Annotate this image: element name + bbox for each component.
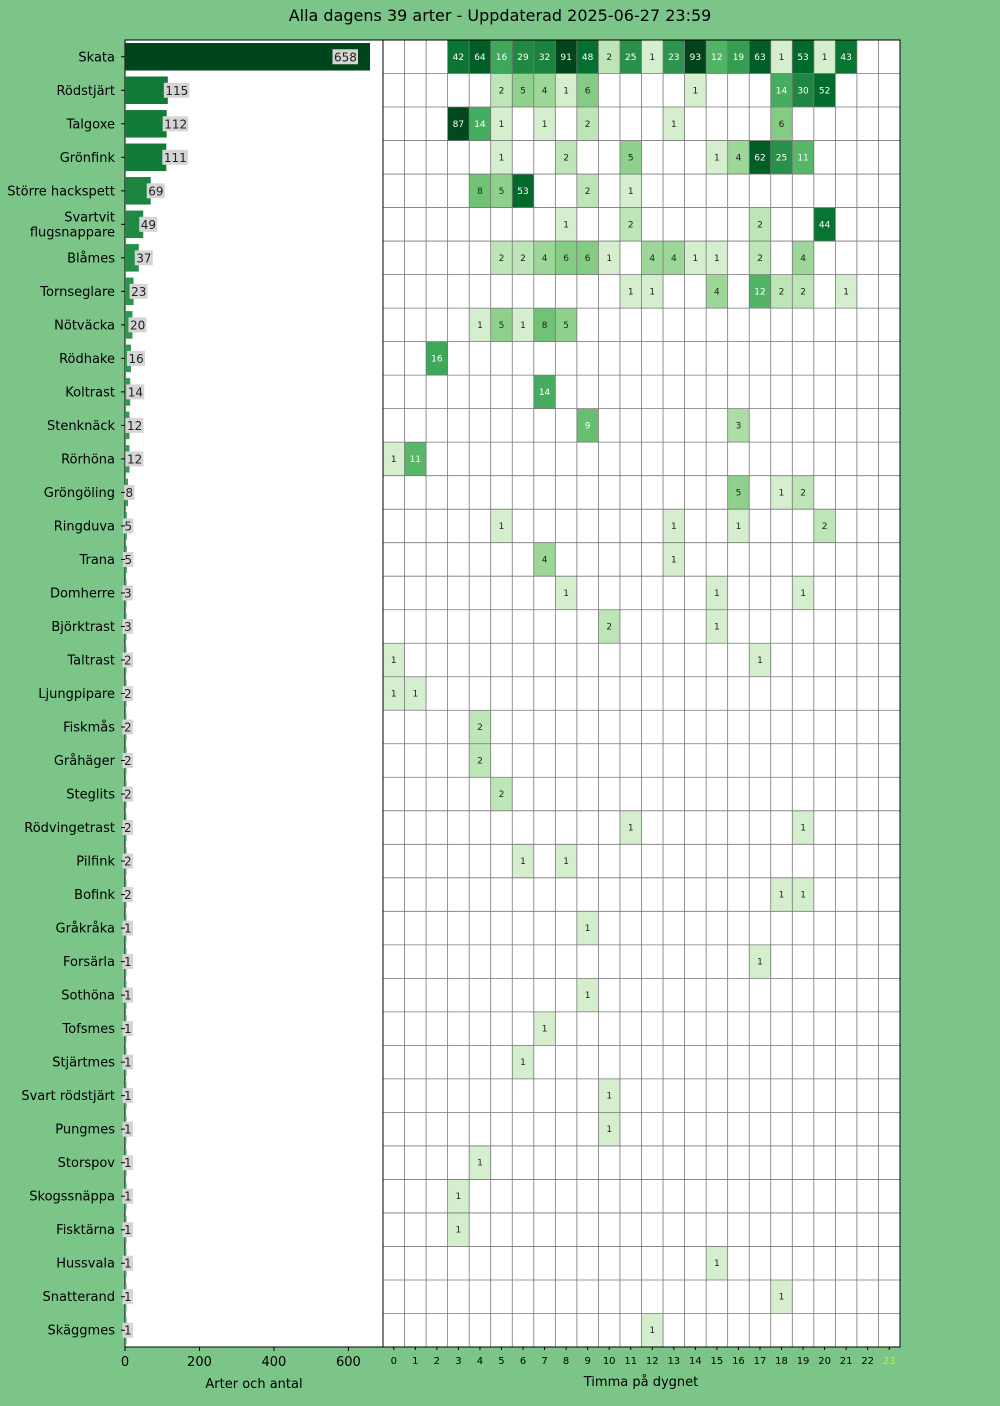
hour-label: 8 <box>562 1356 570 1367</box>
heatmap-cell-value: 1 <box>778 1292 785 1303</box>
heatmap-cell-value: 1 <box>455 1192 462 1203</box>
species-label: Skogssnäppa <box>29 1189 115 1205</box>
hour-label: 17 <box>753 1356 767 1367</box>
bar-value-label: 1 <box>124 921 132 936</box>
chart-title: Alla dagens 39 arter - Uppdaterad 2025-06-27 23:59 <box>288 6 712 25</box>
heatmap-cell-value: 12 <box>711 52 723 63</box>
hour-label: 11 <box>624 1356 638 1367</box>
heatmap-cell-value: 1 <box>563 588 569 599</box>
bar-value-label: 37 <box>136 251 152 266</box>
species-label: Nötväcka <box>54 318 115 334</box>
heatmap-cell-value: 53 <box>797 52 809 63</box>
hour-label: 2 <box>433 1356 441 1367</box>
heatmap-cell-value: 1 <box>800 890 806 901</box>
hour-label: 19 <box>796 1356 810 1367</box>
heatmap-cell-value: 2 <box>520 253 526 264</box>
species-label: Forsärla <box>63 955 115 971</box>
heatmap-cell-value: 1 <box>714 1259 720 1270</box>
bar-value-label: 2 <box>124 888 132 903</box>
bar-value-label: 8 <box>125 485 134 500</box>
heatmap-cell-value: 2 <box>606 52 613 63</box>
hour-label: 15 <box>710 1356 724 1367</box>
hour-label: 13 <box>667 1356 681 1367</box>
heatmap-cell-value: 19 <box>732 52 745 63</box>
species-label: Hussvala <box>56 1256 115 1272</box>
hour-label: 10 <box>602 1356 616 1367</box>
heatmap-cell-value: 3 <box>735 421 742 432</box>
heatmap-cell-value: 2 <box>800 488 806 499</box>
heatmap-cell-value: 29 <box>517 52 529 63</box>
bar-value-label: 3 <box>124 619 132 634</box>
bar-axis-tick-label: 400 <box>261 1355 287 1370</box>
heatmap-cell-value: 25 <box>625 52 637 63</box>
bar-value-label: 1 <box>124 1022 132 1037</box>
heatmap-layer <box>383 40 900 1367</box>
species-label: Svart rödstjärt <box>21 1089 115 1105</box>
heatmap-cell-value: 1 <box>714 253 720 264</box>
heatmap-cell-value: 1 <box>541 1024 548 1035</box>
bar-value-label: 1 <box>124 1323 132 1338</box>
hour-label: 1 <box>412 1356 419 1367</box>
heatmap-cell-value: 1 <box>563 857 569 868</box>
species-label: Pungmes <box>55 1122 115 1138</box>
heatmap-cell-value: 5 <box>498 320 505 331</box>
heatmap-cell-value: 1 <box>627 823 634 834</box>
bar-value-label: 112 <box>164 117 188 132</box>
heatmap-cell-value: 1 <box>627 186 634 197</box>
bar-value-label: 2 <box>124 821 132 836</box>
bar-axis-label: Arter och antal <box>205 1377 303 1392</box>
bar <box>125 77 168 105</box>
species-label: Björktrast <box>51 619 115 635</box>
hour-label: 3 <box>455 1356 462 1367</box>
heatmap-cell-value: 32 <box>538 52 551 63</box>
heatmap-cell-value: 91 <box>560 52 572 63</box>
heatmap-cell-value: 1 <box>778 488 785 499</box>
species-label: Skäggmes <box>47 1323 115 1339</box>
bar-axis-tick-label: 0 <box>120 1355 130 1370</box>
heatmap-cell-value: 1 <box>649 52 656 63</box>
heatmap-cell-value: 4 <box>800 253 806 264</box>
heatmap-cell-value: 1 <box>520 1058 526 1069</box>
heatmap-cell-value: 1 <box>757 957 763 968</box>
species-label: Rödvingetrast <box>24 821 115 837</box>
heatmap-cell-value: 2 <box>498 253 505 264</box>
bar-value-label: 1 <box>124 1290 132 1305</box>
heatmap-cell-value: 63 <box>754 52 766 63</box>
bar-value-label: 1 <box>124 1256 132 1271</box>
heatmap-cell-value: 1 <box>735 521 742 532</box>
hour-label: 16 <box>732 1356 745 1367</box>
bar-value-label: 2 <box>124 720 132 735</box>
heatmap-cell-value: 1 <box>390 655 397 666</box>
bar-value-label: 2 <box>124 653 132 668</box>
bar-value-label: 5 <box>124 552 133 567</box>
heatmap-cell-value: 1 <box>649 1326 656 1337</box>
heatmap-cell-value: 1 <box>498 119 505 130</box>
species-label: Stenknäck <box>47 418 115 434</box>
heatmap-cell-value: 64 <box>474 52 486 63</box>
heatmap-cell-value: 2 <box>584 186 591 197</box>
hour-label: 4 <box>476 1356 484 1367</box>
heatmap-cell-value: 1 <box>821 52 828 63</box>
bar-value-label: 12 <box>126 452 143 467</box>
bar-value-label: 23 <box>131 284 147 299</box>
heatmap-cell-value: 11 <box>797 153 809 164</box>
heatmap-cell-value: 8 <box>477 186 483 197</box>
heatmap-cell-value: 1 <box>714 588 720 599</box>
heatmap-cell-value: 4 <box>735 153 742 164</box>
species-label: Snatterand <box>42 1290 115 1306</box>
heatmap-cell-value: 12 <box>754 287 766 298</box>
species-label: Skata <box>78 50 115 66</box>
hour-label: 18 <box>775 1356 788 1367</box>
heatmap-cell-value: 1 <box>778 890 785 901</box>
heatmap-cell-value: 1 <box>606 1091 613 1102</box>
species-label: Svartvit flugsnappare <box>29 210 115 241</box>
heatmap-cell-value: 5 <box>498 186 505 197</box>
heatmap-cell-value: 1 <box>563 220 569 231</box>
heatmap-cell-value: 4 <box>670 253 677 264</box>
species-label: Fiskmås <box>63 720 115 736</box>
heatmap-cell-value: 1 <box>412 689 419 700</box>
species-label: Ljungpipare <box>38 687 115 702</box>
heatmap-cell-value: 4 <box>714 287 720 298</box>
heatmap-cell-value: 1 <box>649 287 656 298</box>
heatmap-cell-value: 1 <box>584 924 591 935</box>
bar-value-label: 12 <box>126 418 143 433</box>
heatmap-cell-value: 1 <box>714 153 720 164</box>
species-label: Domherre <box>49 586 115 602</box>
heatmap-cell-value: 6 <box>584 86 591 97</box>
species-label: Rödhake <box>59 351 115 367</box>
heatmap-cell-value: 30 <box>797 86 809 97</box>
heatmap-cell-value: 2 <box>477 756 483 767</box>
bar-value-label: 111 <box>163 150 187 165</box>
heatmap-cell-value: 1 <box>606 1125 613 1136</box>
bar-value-label: 5 <box>124 519 133 534</box>
heatmap-cell-value: 4 <box>649 253 656 264</box>
species-label: Grönfink <box>59 150 115 166</box>
heatmap-cell-value: 1 <box>670 555 677 566</box>
bar-value-label: 658 <box>334 50 357 65</box>
bar-value-label: 49 <box>140 217 157 232</box>
heatmap-cell-value: 5 <box>627 153 634 164</box>
heatmap-cell-value: 2 <box>627 220 634 231</box>
heatmap-cell-value: 14 <box>474 119 486 130</box>
heatmap-cell-value: 43 <box>840 52 852 63</box>
heatmap-cell-value: 1 <box>520 320 526 331</box>
bar-value-label: 2 <box>124 787 132 802</box>
bar-panel-background <box>125 40 383 1347</box>
bar-value-label: 2 <box>124 687 132 701</box>
heatmap-cell-value: 52 <box>818 86 831 97</box>
species-label: Gråkråka <box>55 921 115 937</box>
species-label: Stjärtmes <box>52 1055 115 1071</box>
heatmap-cell-value: 93 <box>689 52 702 63</box>
hour-label: 23 <box>882 1356 896 1367</box>
heatmap-cell-value: 5 <box>563 320 569 331</box>
bar-value-label: 1 <box>124 1055 132 1070</box>
bar-axis-tick-label: 200 <box>187 1355 212 1370</box>
bar-value-label: 20 <box>129 318 146 333</box>
heatmap-cell-value: 1 <box>541 119 548 130</box>
species-label: Ringduva <box>53 519 115 535</box>
heatmap-cell-value: 53 <box>517 186 529 197</box>
heatmap-cell-value: 2 <box>778 287 785 298</box>
heatmap-cell-value: 2 <box>800 287 806 298</box>
bar-value-label: 115 <box>165 83 189 98</box>
heatmap-cell-value: 1 <box>800 588 806 599</box>
heatmap-cell-value: 4 <box>541 555 548 566</box>
species-label: Pilfink <box>76 854 115 870</box>
hour-label: 21 <box>839 1356 853 1367</box>
hour-label: 22 <box>861 1356 875 1367</box>
heatmap-cell-value: 1 <box>520 857 526 868</box>
heatmap-cell-value: 2 <box>821 521 828 532</box>
species-label: Rörhöna <box>61 452 115 468</box>
heatmap-cell-value: 4 <box>541 253 548 264</box>
heatmap-cell-value: 2 <box>498 86 505 97</box>
heatmap-cell-value: 1 <box>584 991 591 1002</box>
bar <box>125 110 167 138</box>
heatmap-cell-value: 1 <box>714 622 720 633</box>
hour-label: 7 <box>541 1356 548 1367</box>
heatmap-cell-value: 42 <box>452 52 465 63</box>
hour-label: 9 <box>584 1356 591 1367</box>
species-label: Tornseglare <box>40 284 115 300</box>
hour-label: 12 <box>645 1356 659 1367</box>
heatmap-cell-value: 1 <box>800 823 806 834</box>
species-label: Tofsmes <box>62 1022 115 1038</box>
heatmap-cell-value: 2 <box>563 153 569 164</box>
bar-value-label: 14 <box>127 385 143 400</box>
species-label: Trana <box>79 552 115 568</box>
heatmap-cell-value: 1 <box>477 320 483 331</box>
heatmap-cell-value: 16 <box>431 354 443 365</box>
species-label: Blåmes <box>67 251 115 267</box>
bar-value-label: 3 <box>124 586 132 601</box>
heatmap-cell-value: 1 <box>670 521 677 532</box>
heatmap-cell-value: 1 <box>498 521 505 532</box>
species-label: Rödstjärt <box>56 83 115 99</box>
heatmap-cell-value: 1 <box>670 119 677 130</box>
bar-value-label: 16 <box>128 351 144 366</box>
bar-value-label: 2 <box>124 754 132 769</box>
bar-value-label: 2 <box>124 854 132 869</box>
heatmap-cell-value: 6 <box>563 253 569 264</box>
species-label: Taltrast <box>67 653 115 669</box>
heatmap-cell-value: 1 <box>757 655 763 666</box>
heatmap-cell-value: 2 <box>757 253 763 264</box>
species-label: Talgoxe <box>66 117 115 133</box>
heatmap-cell-value: 6 <box>778 119 785 130</box>
heatmap-cell-value: 16 <box>495 52 508 63</box>
bar-value-label: 1 <box>124 1122 132 1137</box>
heatmap-cell-value: 1 <box>692 253 699 264</box>
hour-label: 0 <box>390 1356 397 1367</box>
heatmap-cell-value: 1 <box>778 52 785 63</box>
bar-value-label: 1 <box>124 1223 132 1238</box>
species-label: Koltrast <box>65 385 115 401</box>
species-label: Sothöna <box>61 988 115 1004</box>
species-label: Steglits <box>66 787 115 803</box>
heatmap-cell-value: 2 <box>606 622 613 633</box>
heatmap-cell-value: 1 <box>455 1225 462 1236</box>
bar-value-label: 1 <box>124 955 132 970</box>
heatmap-cell-value: 1 <box>477 1158 483 1169</box>
heatmap-cell-value: 1 <box>606 253 613 264</box>
heatmap-cell-value: 2 <box>584 119 591 130</box>
hour-label: 20 <box>818 1356 831 1367</box>
heatmap-cell-value: 11 <box>409 454 422 465</box>
heatmap-cell-value: 1 <box>843 287 850 298</box>
heatmap-cell-value: 48 <box>581 52 594 63</box>
bar-value-label: 69 <box>148 184 164 199</box>
heatmap-cell-value: 1 <box>563 86 569 97</box>
species-label: Gröngöling <box>43 485 115 501</box>
heatmap-cell-value: 44 <box>818 220 831 231</box>
heatmap-cell-value: 8 <box>541 320 548 331</box>
heatmap-cell-value: 2 <box>498 790 505 801</box>
species-label: Gråhäger <box>53 754 115 770</box>
heatmap-cell-value: 1 <box>498 153 505 164</box>
heatmap-cell-value: 1 <box>627 287 634 298</box>
bar-value-label: 1 <box>124 988 132 1003</box>
bar-axis-tick-label: 600 <box>335 1355 361 1370</box>
bar-value-label: 1 <box>124 1089 132 1104</box>
heatmap-cell-value: 6 <box>584 253 591 264</box>
species-label: Större hackspett <box>7 184 115 200</box>
bar <box>125 144 166 172</box>
heatmap-cell-value: 14 <box>775 86 788 97</box>
heatmap-cell-value: 25 <box>775 153 788 164</box>
heatmap-cell-value: 5 <box>735 488 742 499</box>
bar-value-label: 1 <box>124 1156 132 1171</box>
heatmap-cell-value: 2 <box>477 723 483 734</box>
hour-label: 6 <box>519 1356 527 1367</box>
species-label: Bofink <box>74 888 115 904</box>
heatmap-cell-value: 23 <box>668 52 680 63</box>
heatmap-cell-value: 2 <box>757 220 763 231</box>
heatmap-cell-value: 1 <box>390 454 397 465</box>
heatmap-cell-value: 1 <box>390 689 397 700</box>
heatmap-cell-value: 9 <box>584 421 591 432</box>
heatmap-cell-value: 4 <box>541 86 548 97</box>
hour-label: 5 <box>498 1356 505 1367</box>
heatmap-cell-value: 62 <box>754 153 766 164</box>
heatmap-cell-value: 14 <box>538 387 551 398</box>
heatmap-cell-value: 87 <box>452 119 465 130</box>
heatmap-cell-value: 1 <box>692 86 699 97</box>
heatmap-cell-value: 5 <box>520 86 526 97</box>
species-label: Storspov <box>57 1156 115 1172</box>
bar-value-label: 1 <box>124 1189 132 1204</box>
heatmap-axis-label: Timma på dygnet <box>583 1375 699 1390</box>
hour-label: 14 <box>688 1356 702 1367</box>
species-label: Fisktärna <box>56 1223 115 1239</box>
